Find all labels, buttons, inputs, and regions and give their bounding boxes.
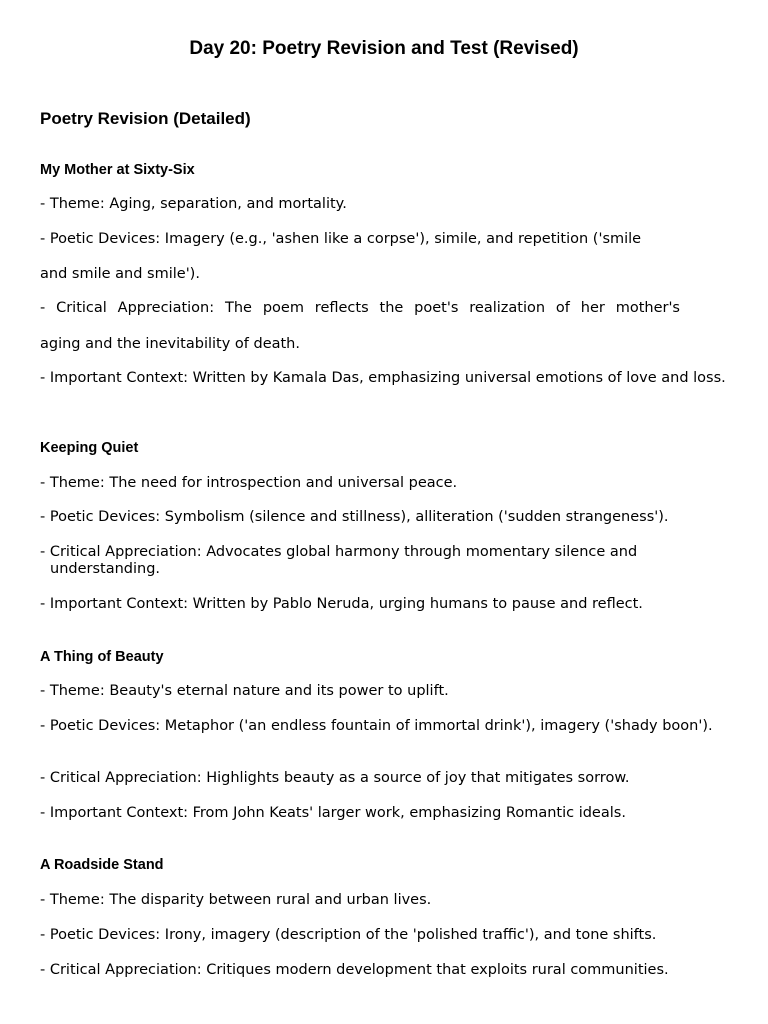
important-context-item: - Important Context: From John Keats' larger work, emphasizing Romantic ideals.: [40, 805, 626, 821]
poem-heading-my-mother-at-sixty-six: My Mother at Sixty-Six: [40, 162, 195, 178]
critical-appreciation-item: - Critical Appreciation: Highlights beauty as a source of joy that mitigates sorrow.: [40, 770, 630, 786]
poetic-devices-line-continued: and smile and smile').: [40, 266, 200, 282]
critical-appreciation-item: - Critical Appreciation: Advocates global harmony through momentary silence and understanding.: [40, 544, 638, 577]
poem-heading-a-thing-of-beauty: A Thing of Beauty: [40, 649, 164, 665]
theme-item: - Theme: The disparity between rural and urban lives.: [40, 892, 432, 908]
critical-appreciation-item: - Critical Appreciation: Critiques modern development that exploits rural communities.: [40, 962, 669, 978]
theme-item: - Theme: The need for introspection and universal peace.: [40, 475, 458, 491]
poetic-devices-line: - Poetic Devices: Imagery (e.g., 'ashen like a corpse'), simile, and repetition ('smile: [40, 231, 642, 247]
critical-appreciation-line: - Critical Appreciation: The poem reflects the poet's realization of her mother's: [40, 300, 680, 316]
theme-line: - Theme: Aging, separation, and mortality.: [40, 196, 347, 212]
poem-heading-a-roadside-stand: A Roadside Stand: [40, 857, 164, 873]
poem-heading-keeping-quiet: Keeping Quiet: [40, 440, 139, 456]
document-title: Day 20: Poetry Revision and Test (Revised): [189, 38, 579, 59]
important-context-item: - Important Context: Written by Pablo Neruda, urging humans to pause and reflect.: [40, 596, 643, 612]
theme-item: - Theme: Beauty's eternal nature and its power to uplift.: [40, 683, 449, 699]
poetic-devices-item: - Poetic Devices: Symbolism (silence and stillness), alliteration ('sudden strangeness').: [40, 509, 669, 525]
section-heading: Poetry Revision (Detailed): [40, 109, 251, 128]
critical-appreciation-line-continued: aging and the inevitability of death.: [40, 336, 300, 352]
poetic-devices-item: - Poetic Devices: Metaphor ('an endless fountain of immortal drink'), imagery ('shady boon').: [40, 718, 713, 734]
important-context-item: - Important Context: Written by Kamala Das, emphasizing universal emotions of love and loss.: [40, 370, 726, 386]
poetic-devices-item: - Poetic Devices: Irony, imagery (description of the 'polished traffic'), and tone shifts.: [40, 927, 657, 943]
